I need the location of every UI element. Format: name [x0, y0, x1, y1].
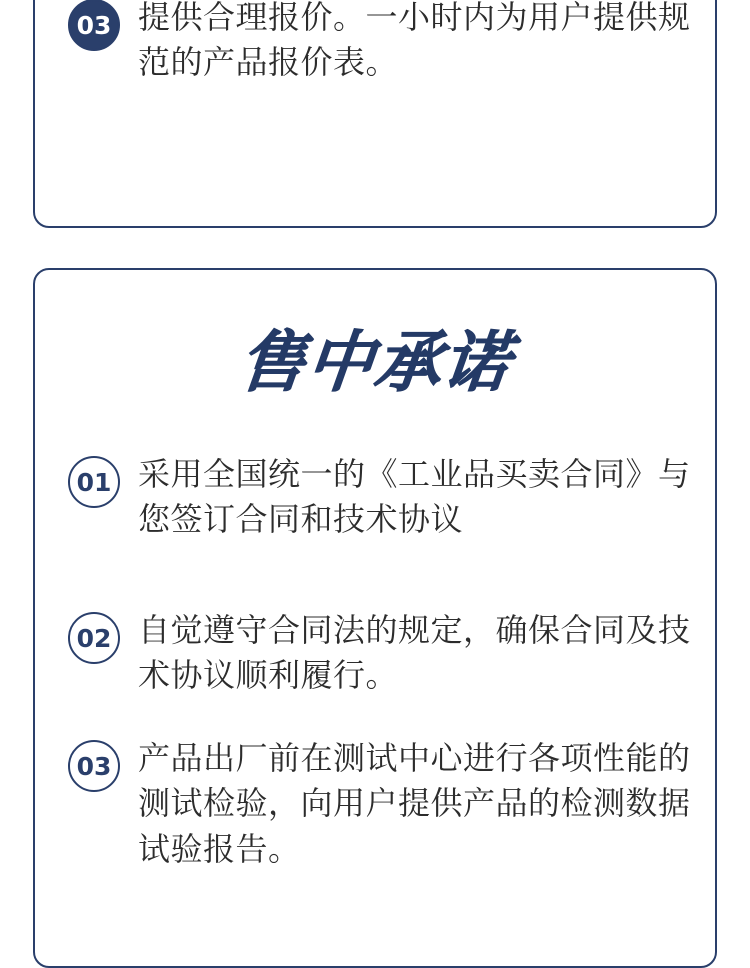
item-number-badge: 03 — [68, 740, 120, 792]
item-text: 自觉遵守合同法的规定，确保合同及技术协议顺利履行。 — [138, 611, 691, 695]
item-number-badge: 02 — [68, 612, 120, 664]
item-number-badge: 03 — [68, 0, 120, 51]
item-number-badge: 01 — [68, 456, 120, 508]
item-text: 采用全国统一的《工业品买卖合同》与您签订合同和技术协议 — [138, 455, 691, 539]
item-text: 产品出厂前在测试中心进行各项性能的测试检验，向用户提供产品的检测数据试验报告。 — [138, 739, 691, 868]
list-item — [68, 736, 698, 872]
list-item — [68, 0, 698, 86]
section-title: 售中承诺 — [235, 324, 516, 401]
list-item — [68, 608, 698, 699]
item-text: 提供合理报价。一小时内为用户提供规范的产品报价表。 — [138, 0, 691, 82]
list-item — [68, 452, 698, 543]
